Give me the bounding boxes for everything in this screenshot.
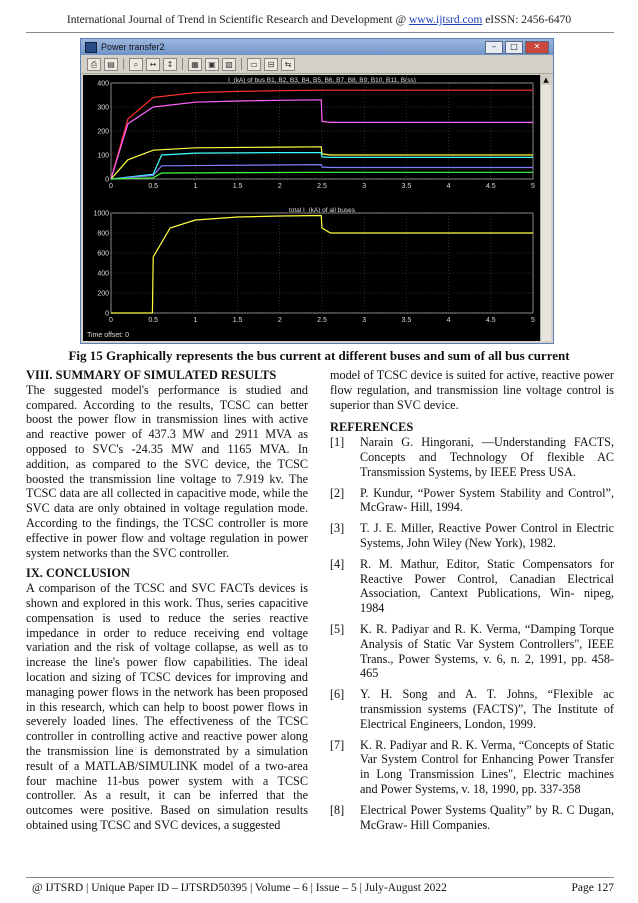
y-tick-label: 400 [97, 80, 109, 88]
header-rule [26, 32, 614, 33]
references-heading: REFERENCES [330, 420, 414, 435]
x-tick-label: 4 [446, 317, 451, 324]
reference-number: [7] [330, 737, 345, 752]
chart-title: I_(kA) of bus B1, B2, B3, B4, B5, B6, B7, B8, B9, B10, B11, B(ss) [228, 77, 416, 84]
x-tick-label: 3 [362, 183, 367, 190]
scroll-up-icon[interactable]: ▲ [541, 75, 551, 85]
reference-text: P. Kundur, “Power System Stability and Control”, McGraw- Hill, 1994. [360, 485, 614, 515]
y-tick-label: 300 [97, 104, 109, 112]
y-tick-label: 800 [97, 230, 109, 238]
close-button[interactable]: ✕ [525, 41, 549, 54]
x-tick-label: 1.5 [232, 317, 243, 324]
x-tick-label: 2 [277, 183, 282, 190]
x-tick-label: 2.5 [317, 183, 327, 190]
summary-paragraph: The suggested model's performance is studied and compared. According to the results, TCSC can better boost the power flow in transmission lines with active and reactive power of 437.3 MW and 2911 MVA as opposed to SVC's -24.35 MW and 1165 MVA. In addition, as compared to the SVC device, the TCSC boosted the transmission line voltage to 7.919 kv. The TCSC data are all collected in capacitive mode, while the SVC data are only obtained in voltage regulation mode. According to the findings, the TCSC controller is more effective in power flow and voltage regulation in power system networks than the SVC controller. [26, 382, 308, 560]
y-tick-label: 1000 [93, 210, 109, 218]
reference-text: K. R. Padiyar and R. K. Verma, “Damping Torque Analysis of Static Var System Controllers", IEEE Trans., Power Systems, v. 6, n. 2, 1991, pp. 458-465 [360, 621, 614, 681]
x-tick-label: 4.5 [485, 317, 496, 324]
reference-text: Y. H. Song and A. T. Johns, “Flexible ac transmission systems (FACTS)”, The Institute of Electrical Engineers, London, 1999. [360, 687, 614, 731]
x-tick-label: 1 [193, 317, 198, 324]
x-tick-label: 0 [109, 317, 113, 324]
conclusion-paragraph: A comparison of the TCSC and SVC FACTs devices is shown and explored in this work. Thus, series capacitive compensation is used to reduce the series reactive impedance in order to reduce receiving end voltage variation and the risk of voltage collapse, as well as to increase the line's power flow capabilities. The ideal location and sizing of TCSC devices for improving and managing power flows in the network has been proposed in this research, which can help to boost power flows in severely loaded lines. The effectiveness of the TCSC controller in controlling active and reactive power along the transmission line is demonstrated by a simulation result of a MATLAB/SIMULINK model of a two-area four machine 11-bus power system with a TCSC controller. As a result, it can be inferred that the outcomes were positive. Based on simulation results obtained using TCSC and SVC devices, a suggested [26, 581, 308, 832]
zoom-x-icon[interactable]: ↔ [146, 58, 160, 71]
header-text: International Journal of Trend in Scientific Research and Development @ [66, 14, 409, 26]
reference-text: R. M. Mathur, Editor, Static Compensators for Reactive Power Control, Canadian Electrical Association, Cantext Publications, Win- nipeg, 1984 [360, 556, 614, 616]
reference-text: K. R. Padiyar and R. K. Verma, “Concepts of Static Var System Control for Enhancing Power Transfer in Long Transmission Lines", Electric machines and Power Systems, v. 18, 1990, pp. 337-358 [360, 737, 614, 796]
reference-item [330, 435, 614, 479]
signal-selection-icon[interactable]: ⇆ [281, 58, 295, 71]
section-heading-summary: VIII. SUMMARY OF SIMULATED RESULTS [26, 368, 277, 382]
print-icon[interactable]: ⎙ [87, 58, 101, 71]
x-tick-label: 4 [446, 183, 451, 190]
reference-number: [5] [330, 621, 345, 636]
x-tick-label: 3.5 [401, 317, 412, 324]
left-column [26, 368, 308, 839]
time-offset [87, 332, 129, 339]
reference-text: T. J. E. Miller, Reactive Power Control in Electric Systems, John Wiley (New York), 1982. [360, 521, 614, 550]
y-tick-label: 100 [97, 152, 109, 160]
x-tick-label: 3.5 [401, 183, 412, 190]
reference-item [330, 687, 614, 731]
float-icon[interactable]: ▭ [247, 58, 261, 71]
scope-window-title: Power transfer2 [101, 42, 165, 52]
reference-item [330, 557, 614, 616]
right-column [330, 368, 614, 838]
y-tick-label: 600 [97, 250, 109, 258]
journal-header [0, 14, 638, 26]
time-offset-label: Time offset: [87, 332, 124, 339]
reference-item [330, 521, 614, 551]
x-tick-label: 1.5 [232, 183, 243, 190]
conclusion-continued: model of TCSC device is suited for active, reactive power flow regulation, and transmission line voltage control is superior than SVC device. [330, 368, 614, 412]
zoom-y-icon[interactable]: ↕ [163, 58, 177, 71]
section-heading-conclusion: IX. CONCLUSION [26, 566, 130, 581]
y-tick-label: 200 [97, 290, 109, 298]
x-tick-label: 0.5 [148, 183, 159, 190]
page-footer [26, 882, 614, 894]
reference-list [330, 435, 614, 832]
autoscale-icon[interactable]: ▦ [188, 58, 202, 71]
toolbar-separator [241, 58, 242, 70]
reference-number: [4] [330, 556, 345, 571]
lock-icon[interactable]: ⊟ [264, 58, 278, 71]
header-issn: eISSN: 2456-6470 [482, 14, 572, 26]
scope-plot-area [83, 75, 541, 341]
reference-number: [3] [330, 521, 345, 536]
reference-text: Electrical Power Systems Quality” by R. C Dugan, McGraw- Hill Companies. [360, 802, 614, 832]
scope-toolbar [81, 55, 553, 74]
x-tick-label: 5 [531, 183, 535, 190]
website-link[interactable]: www.ijtsrd.com [408, 14, 483, 26]
maximize-button[interactable]: □ [505, 41, 523, 54]
x-tick-label: 2 [277, 317, 282, 324]
reference-number: [6] [330, 687, 345, 702]
page-number: Page 127 [571, 882, 614, 894]
restore-axes-icon[interactable]: ▧ [222, 58, 236, 71]
toolbar-separator [182, 58, 183, 70]
reference-item [330, 622, 614, 681]
x-tick-label: 0 [109, 183, 113, 190]
reference-item [330, 486, 614, 516]
scope-title-bar [81, 39, 553, 55]
y-tick-label: 0 [105, 176, 109, 184]
figure-caption: Fig 15 Graphically represents the bus current at different buses and sum of all bus current [68, 348, 570, 363]
matlab-scope-icon [85, 42, 97, 53]
scope-plots [83, 75, 541, 341]
save-axes-icon[interactable]: ▣ [205, 58, 219, 71]
x-tick-label: 3 [362, 317, 367, 324]
scope-window [80, 38, 554, 344]
scope-scrollbar[interactable] [540, 75, 551, 341]
time-offset-value: 0 [125, 332, 130, 339]
series-line [111, 147, 533, 179]
reference-number: [1] [330, 435, 345, 450]
zoom-icon[interactable]: ⌕ [129, 58, 143, 71]
reference-text: Narain G. Hingorani, ―Understanding FACTS, Concepts and Technology Of flexible AC Transmission Systems, by IEEE Press USA. [360, 435, 614, 479]
reference-item [330, 803, 614, 833]
y-tick-label: 400 [97, 270, 109, 278]
params-icon[interactable]: ▤ [104, 58, 118, 71]
chart-title: total I_(kA) of all buses [288, 207, 356, 214]
x-tick-label: 4.5 [485, 183, 496, 190]
x-tick-label: 0.5 [148, 317, 159, 324]
x-tick-label: 2.5 [317, 317, 327, 324]
reference-item [330, 738, 614, 797]
y-tick-label: 200 [97, 128, 109, 136]
reference-number: [8] [330, 802, 345, 817]
x-tick-label: 1 [193, 183, 198, 190]
toolbar-separator [123, 58, 124, 70]
footer-info: @ IJTSRD | Unique Paper ID – IJTSRD50395 | Volume – 6 | Issue – 5 | July-August 2022 [32, 882, 447, 894]
x-tick-label: 5 [531, 317, 535, 324]
minimize-button[interactable]: – [485, 41, 503, 54]
y-tick-label: 0 [105, 310, 109, 318]
footer-rule [26, 877, 614, 878]
reference-number: [2] [330, 485, 345, 500]
